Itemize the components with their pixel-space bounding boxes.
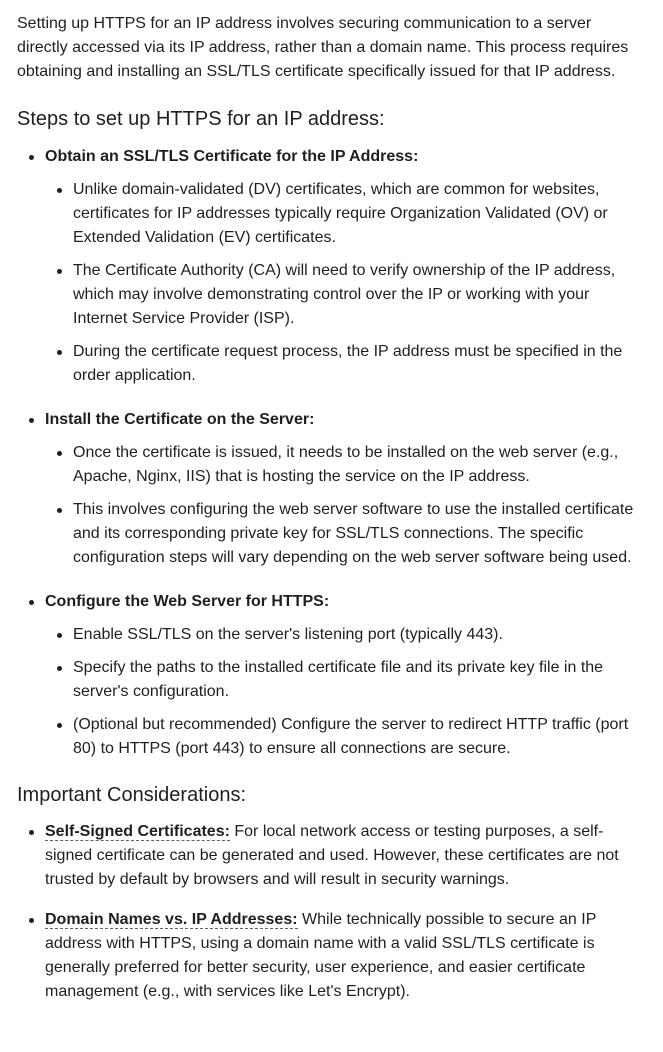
step-title: Obtain an SSL/TLS Certificate for the IP Address: <box>45 148 419 165</box>
substep-item: Unlike domain-validated (DV) certificates, which are common for websites, certificates for IP addresses typically require Organization Validated (OV) or Extended Validation (EV) certificates. <box>73 178 645 250</box>
substep-item: Once the certificate is issued, it needs to be installed on the web server (e.g., Apache, Nginx, IIS) that is hosting the service on the IP address. <box>73 441 645 489</box>
substep-item: (Optional but recommended) Configure the server to redirect HTTP traffic (port 80) to HTTPS (port 443) to ensure all connections are secure. <box>73 713 645 761</box>
substep-item: The Certificate Authority (CA) will need to verify ownership of the IP address, which may involve demonstrating control over the IP or working with your Internet Service Provider (ISP). <box>73 259 645 331</box>
step-item <box>45 145 645 388</box>
step-title: Install the Certificate on the Server: <box>45 411 315 428</box>
consideration-term-link[interactable]: Self-Signed Certificates: <box>45 823 230 840</box>
steps-heading: Steps to set up HTTPS for an IP address: <box>17 108 385 130</box>
step-item <box>45 408 645 570</box>
consideration-item <box>45 908 645 1004</box>
step-substeps <box>45 441 645 570</box>
substep-item: Specify the paths to the installed certificate file and its private key file in the server's configuration. <box>73 656 645 704</box>
step-substeps <box>45 623 645 761</box>
step-item <box>45 590 645 761</box>
step-substeps <box>45 178 645 388</box>
consideration-item <box>45 820 645 892</box>
substep-item: This involves configuring the web server software to use the installed certificate and its corresponding private key for SSL/TLS connections. The specific configuration steps will vary depending on the web server software being used. <box>73 498 645 570</box>
consideration-text: While technically possible to secure an IP address with HTTPS, using a domain name with a valid SSL/TLS certificate is generally preferred for better security, user experience, and easier certificate management (e.g., with services like Let's Encrypt). <box>45 911 597 1000</box>
steps-list <box>17 145 645 761</box>
substep-item: Enable SSL/TLS on the server's listening port (typically 443). <box>73 623 645 647</box>
considerations-heading: Important Considerations: <box>17 784 247 806</box>
step-title: Configure the Web Server for HTTPS: <box>45 593 330 610</box>
intro-paragraph: Setting up HTTPS for an IP address involves securing communication to a server directly accessed via its IP address, rather than a domain name. This process requires obtaining and installing an SSL/TLS certificate specifically issued for that IP address. <box>17 15 629 80</box>
consideration-text: For local network access or testing purposes, a self-signed certificate can be generated and used. However, these certificates are not trusted by default by browsers and will result in security warnings. <box>45 823 619 888</box>
substep-item: During the certificate request process, the IP address must be specified in the order application. <box>73 340 645 388</box>
considerations-list <box>17 820 645 1004</box>
consideration-term-link[interactable]: Domain Names vs. IP Addresses: <box>45 911 298 928</box>
